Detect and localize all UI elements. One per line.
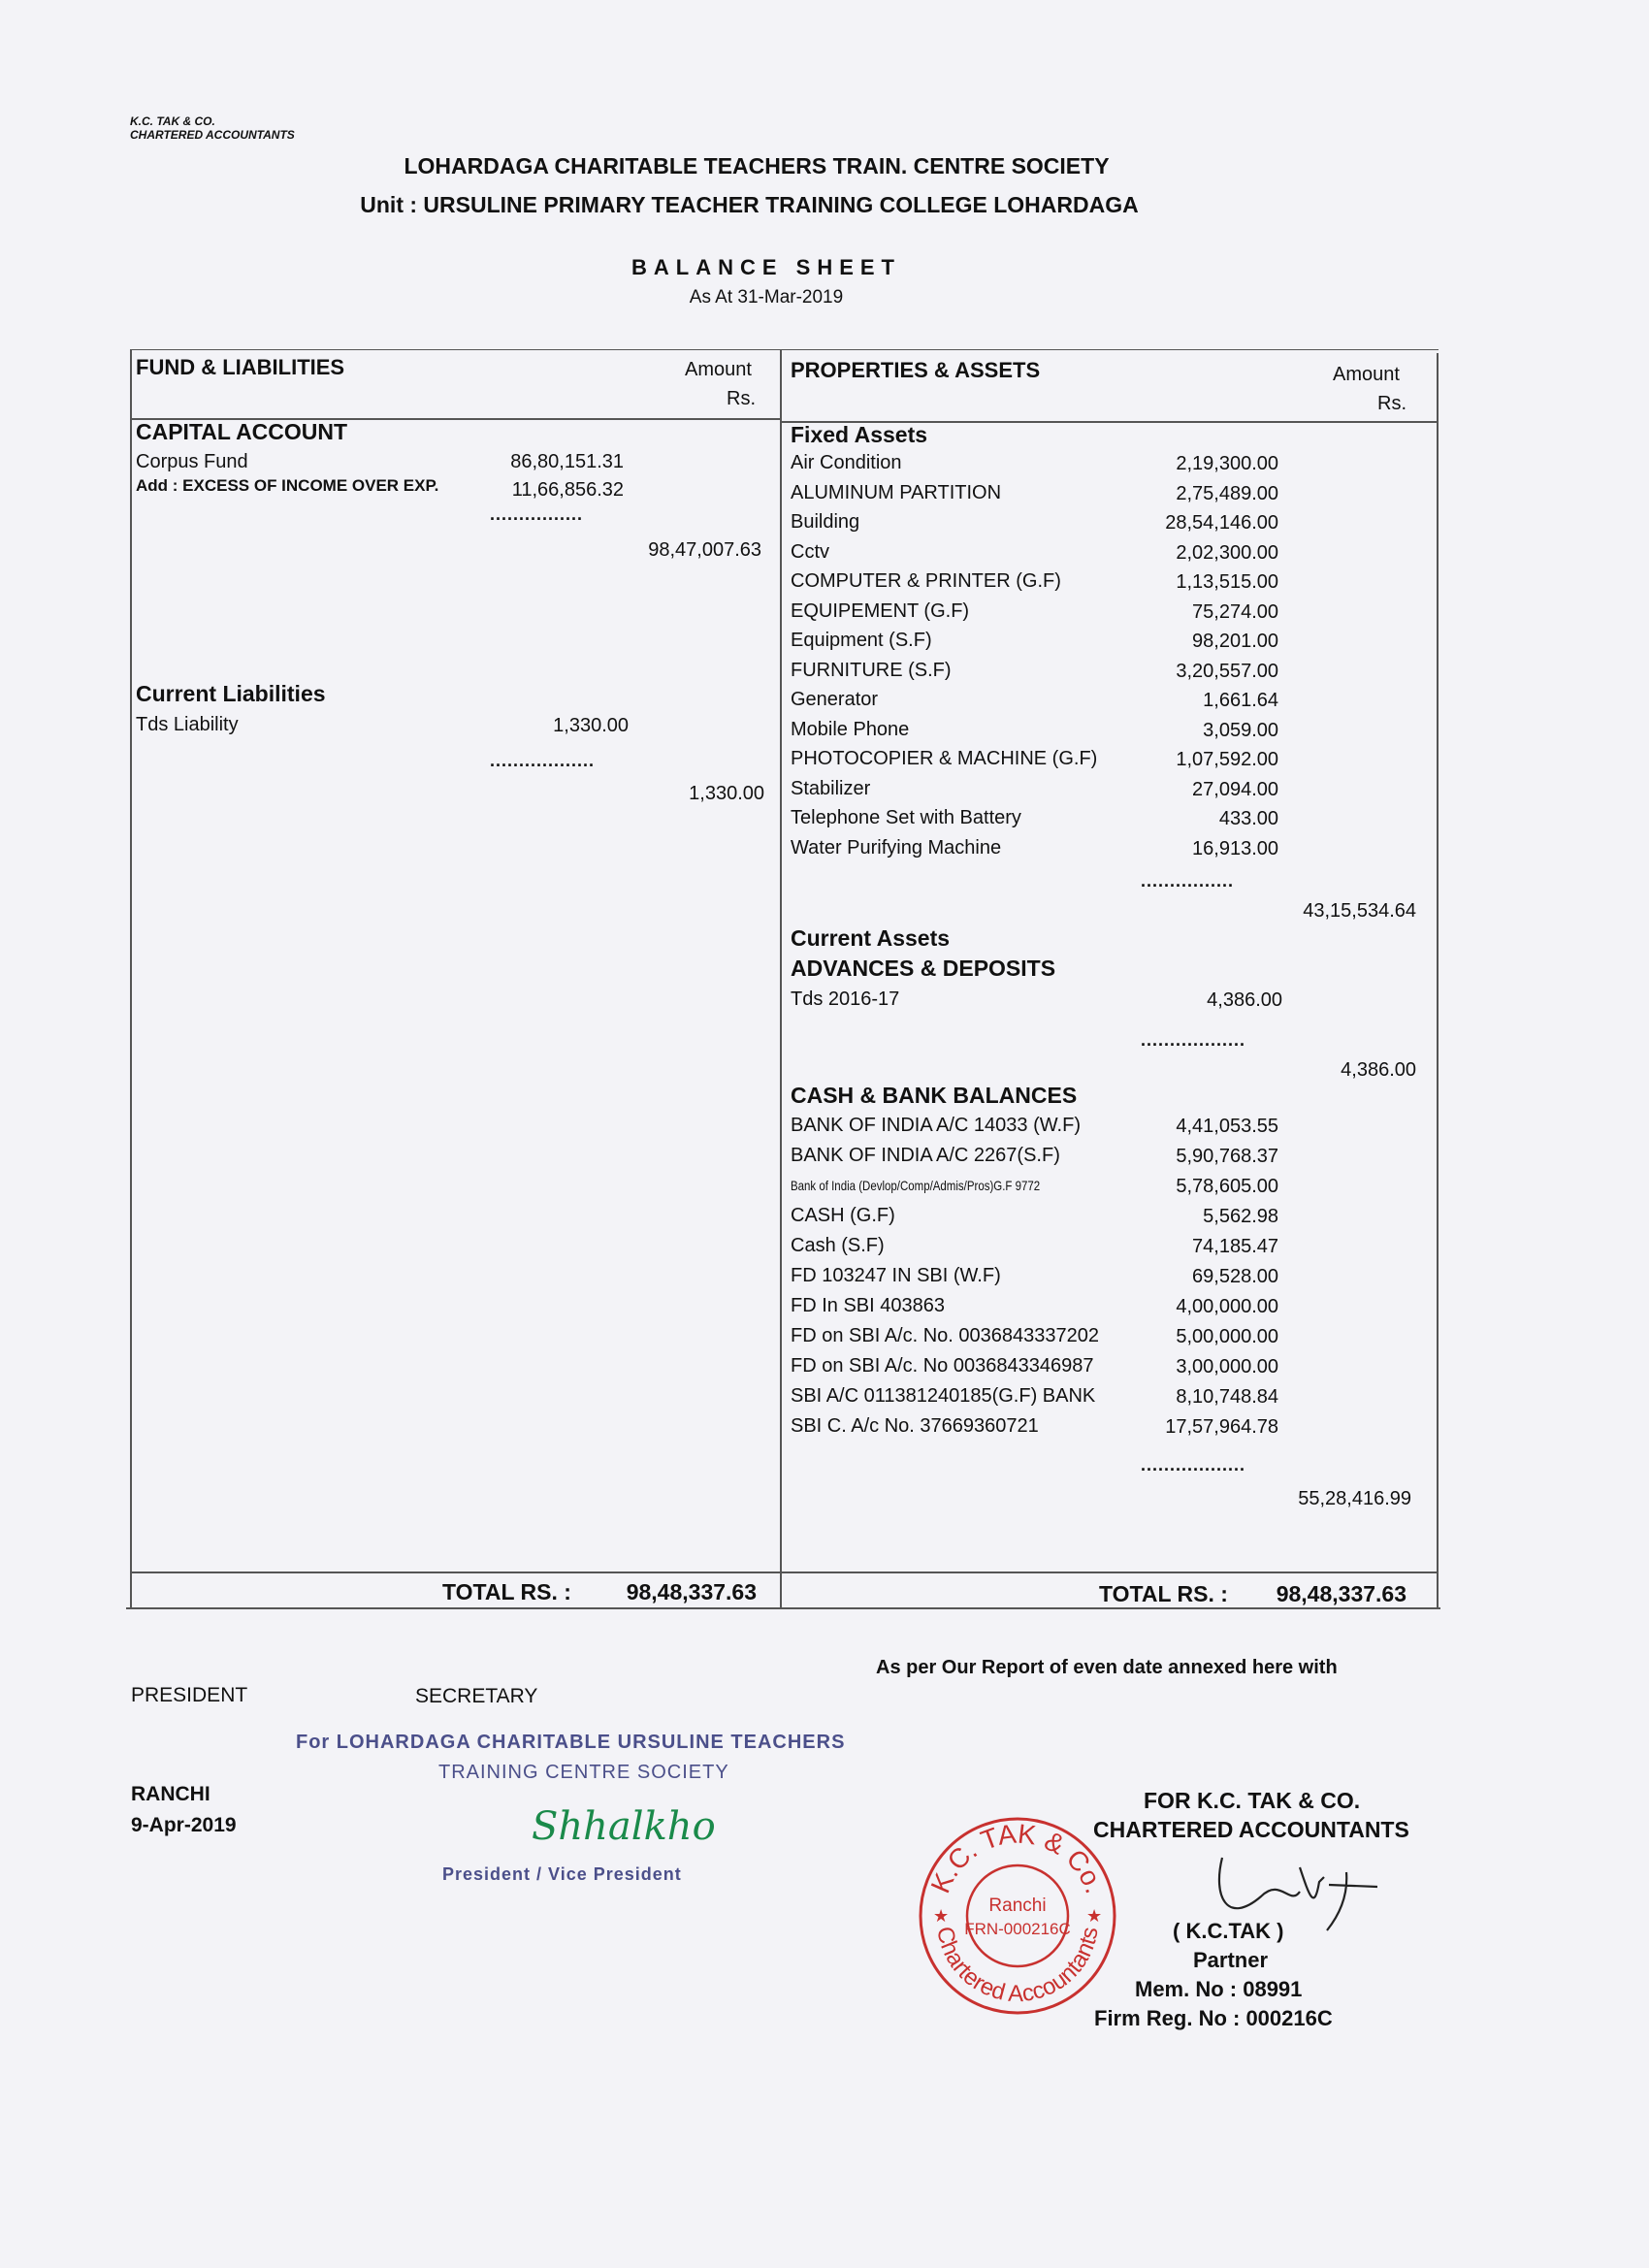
line-item-label: Mobile Phone <box>791 718 910 740</box>
line-item-label: ALUMINUM PARTITION <box>791 481 1002 503</box>
line-item-value: 75,274.00 <box>1192 600 1278 623</box>
left-heading: FUND & LIABILITIES <box>136 355 345 379</box>
svg-text:★: ★ <box>1086 1906 1103 1926</box>
line-item-value: 2,02,300.00 <box>1176 541 1278 564</box>
unit-title: Unit : URSULINE PRIMARY TEACHER TRAINING COLLEGE LOHARDAGA <box>360 192 1139 217</box>
firm-name: K.C. TAK & CO. <box>130 114 215 128</box>
tds-liability-value: 1,330.00 <box>553 715 629 736</box>
line-item-label: Building <box>791 511 860 533</box>
right-heading: PROPERTIES & ASSETS <box>791 358 1041 382</box>
line-item-value: 3,059.00 <box>1203 719 1278 741</box>
line-item-label: FD on SBI A/c. No. 0036843337202 <box>791 1325 1099 1346</box>
place-label: RANCHI <box>131 1783 210 1805</box>
line-item-value: 433.00 <box>1218 808 1278 829</box>
right-total-label: TOTAL RS. : <box>1099 1581 1228 1606</box>
line-item-label: SBI C. A/c No. 37669360721 <box>791 1415 1039 1437</box>
right-total-value: 98,48,337.63 <box>1276 1581 1406 1606</box>
capital-dots: ................ <box>490 504 584 524</box>
society-stamp-line3: President / Vice President <box>442 1864 682 1884</box>
line-item-label: Air Condition <box>791 452 902 473</box>
line-item-label: FD on SBI A/c. No 0036843346987 <box>791 1355 1094 1377</box>
line-item-value: 69,528.00 <box>1192 1266 1278 1287</box>
svg-text:K.C. TAK & Co.: K.C. TAK & Co. <box>924 1818 1111 1897</box>
auditor-seal <box>916 1814 1119 2018</box>
svg-text:FRN-000216C: FRN-000216C <box>964 1920 1071 1938</box>
fixed-dots: ................ <box>1141 871 1235 891</box>
line-item-label: COMPUTER & PRINTER (G.F) <box>791 570 1061 592</box>
advances-dots: .................. <box>1141 1030 1246 1050</box>
line-item-value: 17,57,964.78 <box>1165 1416 1278 1438</box>
capital-account-title: CAPITAL ACCOUNT <box>136 419 348 444</box>
capital-total: 98,47,007.63 <box>648 539 761 561</box>
left-total-value: 98,48,337.63 <box>626 1579 757 1604</box>
corpus-fund-value: 86,80,151.31 <box>510 451 624 472</box>
auditor-name: ( K.C.TAK ) <box>1173 1919 1284 1943</box>
line-item-value: 3,00,000.00 <box>1176 1356 1278 1377</box>
line-item-label: Telephone Set with Battery <box>791 807 1021 828</box>
membership-number: Mem. No : 08991 <box>1135 1977 1303 2001</box>
excess-income-label: Add : EXCESS OF INCOME OVER EXP. <box>136 476 439 495</box>
cash-dots: .................. <box>1141 1455 1246 1474</box>
advances-title: ADVANCES & DEPOSITS <box>791 956 1056 981</box>
line-item-value: 16,913.00 <box>1192 837 1278 859</box>
line-item-value: 1,661.64 <box>1203 690 1278 711</box>
line-item-value: 5,00,000.00 <box>1176 1326 1278 1347</box>
line-item-label: SBI A/C 011381240185(G.F) BANK <box>791 1385 1096 1407</box>
auditor-ca: CHARTERED ACCOUNTANTS <box>1093 1817 1409 1842</box>
auditor-role: Partner <box>1193 1948 1269 1972</box>
line-item-label: Water Purifying Machine <box>791 836 1002 859</box>
society-stamp-line2: TRAINING CENTRE SOCIETY <box>438 1762 729 1783</box>
report-date: 9-Apr-2019 <box>131 1814 237 1836</box>
line-item-value: 3,20,557.00 <box>1176 660 1278 682</box>
tds-2016-17-value: 4,386.00 <box>1207 989 1282 1011</box>
line-item-label: Equipment (S.F) <box>791 630 932 651</box>
fixed-assets-title: Fixed Assets <box>791 422 928 447</box>
line-item-label: EQUIPEMENT (G.F) <box>791 599 970 622</box>
advances-total: 4,386.00 <box>1341 1059 1416 1081</box>
line-item-label: FURNITURE (S.F) <box>791 659 952 681</box>
svg-text:Ranchi: Ranchi <box>988 1895 1047 1916</box>
left-rs-label: Rs. <box>727 388 756 409</box>
cash-bank-title: CASH & BANK BALANCES <box>791 1083 1078 1108</box>
line-item-value: 4,41,053.55 <box>1176 1116 1278 1137</box>
org-title: LOHARDAGA CHARITABLE TEACHERS TRAIN. CENTRE SOCIETY <box>404 153 1110 178</box>
current-liabilities-total: 1,330.00 <box>689 783 764 804</box>
line-item-value: 5,562.98 <box>1203 1206 1278 1227</box>
current-liabilities-title: Current Liabilities <box>136 681 326 706</box>
line-item-label: PHOTOCOPIER & MACHINE (G.F) <box>791 748 1098 769</box>
line-item-value: 5,78,605.00 <box>1176 1176 1278 1197</box>
line-item-value: 5,90,768.37 <box>1176 1146 1278 1167</box>
secretary-label: SECRETARY <box>415 1685 538 1707</box>
line-item-label: Bank of India (Devlop/Comp/Admis/Pros)G.F 9772 <box>791 1178 1041 1193</box>
line-item-label: Cctv <box>791 540 829 563</box>
line-item-label: CASH (G.F) <box>791 1205 895 1226</box>
president-label: PRESIDENT <box>131 1684 248 1706</box>
line-item-value: 2,19,300.00 <box>1176 453 1278 474</box>
as-at-date: As At 31-Mar-2019 <box>689 287 844 308</box>
line-item-value: 8,10,748.84 <box>1176 1386 1278 1408</box>
line-item-value: 4,00,000.00 <box>1176 1296 1278 1317</box>
firm-subtitle: CHARTERED ACCOUNTANTS <box>130 128 295 142</box>
svg-text:Chartered Accountants: Chartered Accountants <box>931 1924 1104 2008</box>
line-item-value: 1,13,515.00 <box>1176 571 1278 593</box>
corpus-fund-label: Corpus Fund <box>136 451 248 472</box>
line-item-label: BANK OF INDIA A/C 14033 (W.F) <box>791 1115 1081 1136</box>
document-title: BALANCE SHEET <box>630 255 901 279</box>
line-item-label: FD 103247 IN SBI (W.F) <box>791 1265 1001 1286</box>
line-item-value: 1,07,592.00 <box>1176 749 1278 770</box>
auditor-for: FOR K.C. TAK & CO. <box>1144 1788 1361 1813</box>
line-item-value: 98,201.00 <box>1192 631 1278 652</box>
firm-registration: Firm Reg. No : 000216C <box>1094 2006 1333 2030</box>
president-signature: Shhalkho <box>532 1804 716 1849</box>
line-item-label: BANK OF INDIA A/C 2267(S.F) <box>791 1145 1060 1166</box>
cash-bank-total: 55,28,416.99 <box>1298 1488 1411 1509</box>
line-item-value: 28,54,146.00 <box>1165 512 1278 534</box>
left-total-label: TOTAL RS. : <box>442 1579 571 1604</box>
report-note: As per Our Report of even date annexed here with <box>876 1657 1338 1678</box>
line-item-label: Stabilizer <box>791 777 871 799</box>
tds-2016-17-label: Tds 2016-17 <box>791 988 900 1010</box>
left-amount-label: Amount <box>685 359 752 380</box>
excess-income-value: 11,66,856.32 <box>511 479 624 501</box>
line-item-label: FD In SBI 403863 <box>791 1295 945 1316</box>
line-item-value: 74,185.47 <box>1192 1236 1278 1257</box>
line-item-label: Cash (S.F) <box>791 1235 885 1256</box>
society-stamp-line1: For LOHARDAGA CHARITABLE URSULINE TEACHERS <box>296 1732 846 1753</box>
tds-liability-label: Tds Liability <box>136 714 239 735</box>
current-assets-title: Current Assets <box>791 925 951 951</box>
line-item-value: 27,094.00 <box>1192 778 1278 800</box>
liability-dots: .................. <box>490 751 596 770</box>
right-amount-label: Amount <box>1333 364 1400 385</box>
fixed-assets-total: 43,15,534.64 <box>1303 900 1416 922</box>
line-item-value: 2,75,489.00 <box>1176 482 1278 504</box>
svg-text:★: ★ <box>933 1906 950 1926</box>
firm-letterhead <box>130 114 295 142</box>
line-item-label: Generator <box>791 689 879 710</box>
right-rs-label: Rs. <box>1377 393 1406 414</box>
